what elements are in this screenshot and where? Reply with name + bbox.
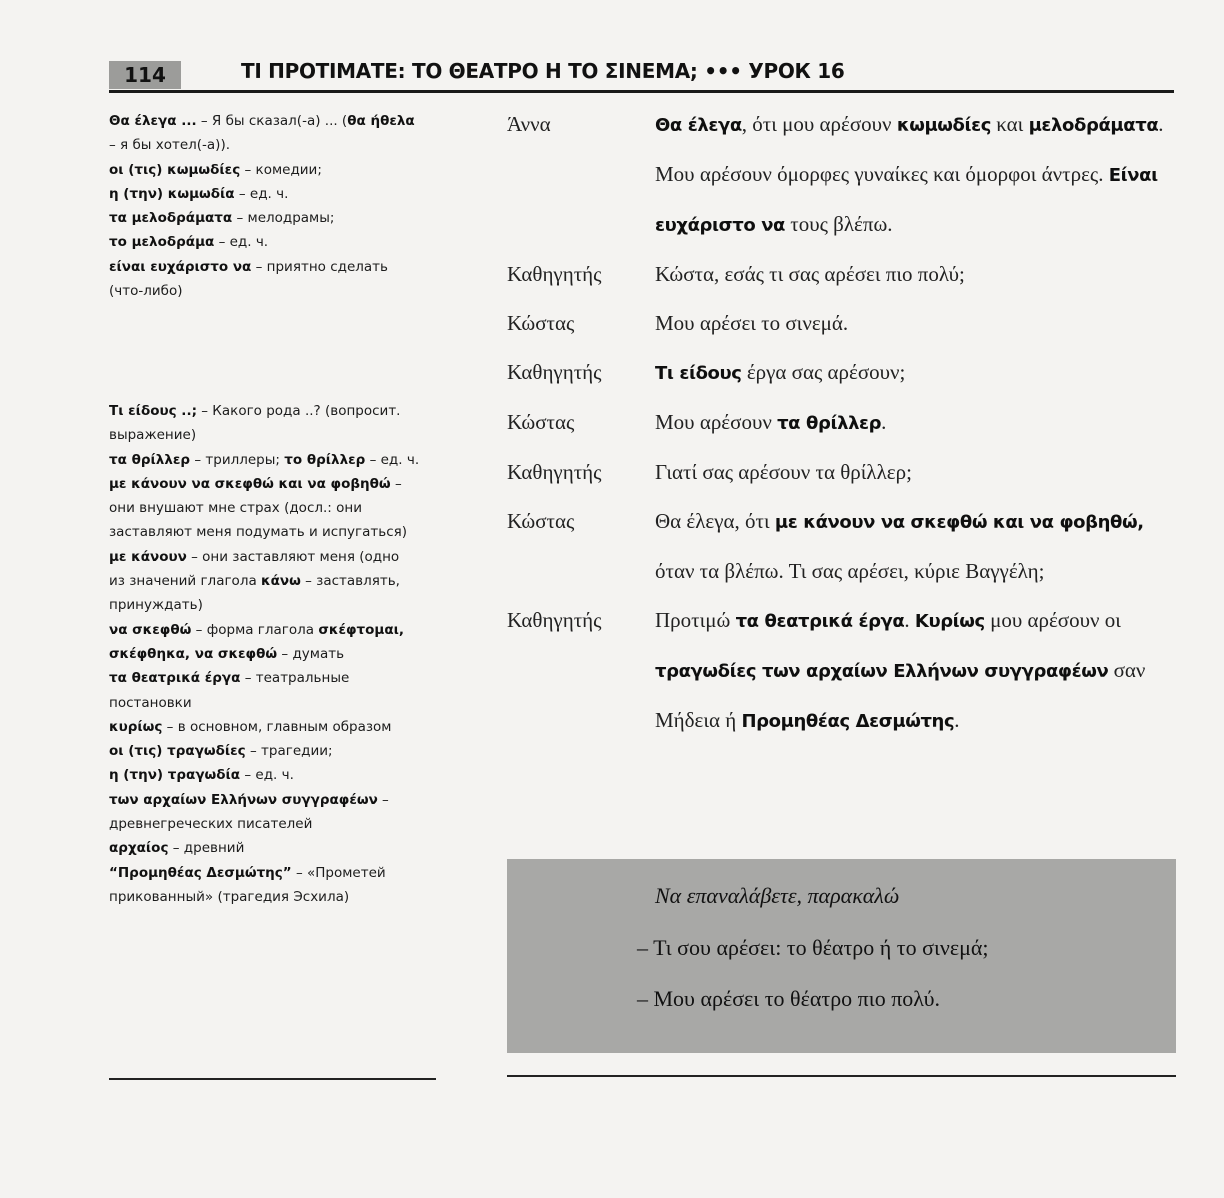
dialog-line-teacher [507,348,1177,398]
dialog-line-teacher [507,596,1177,746]
glossary-line: με κάνουν – они заставляют меня (одно [109,548,400,565]
glossary-line: κυρίως – в основном, главным образом [109,718,392,735]
glossary-line: τα θρίλλερ – триллеры; το θρίλλερ – ед. ч. [109,451,420,468]
speaker-name: Καθηγητής [507,262,602,286]
speaker-name: Κώστας [507,509,575,533]
repeat-line: – Μου αρέσει το θέατρο πιο πολύ. [637,986,940,1011]
footer-rule-left [109,1078,436,1080]
glossary-line: прикованный» (трагедия Эсхила) [109,888,350,905]
repeat-line: – Τι σου αρέσει: το θέατρο ή το σινεμά; [637,935,989,960]
speaker-name: Καθηγητής [507,460,602,484]
speech-text: Μου αρέσουν τα θρίλλερ. [655,410,887,434]
dialog-line-kostas [507,497,1177,596]
footer-rule-right [507,1075,1176,1077]
glossary-line: σκέφθηκα, να σκεφθώ – думать [109,645,345,662]
glossary-line: заставляют меня подумать и испугаться) [109,524,408,541]
speaker-name: Κώστας [507,311,575,335]
running-header-title: ΤΙ ΠΡΟΤΙΜΑΤΕ: ΤΟ ΘΕΑΤΡΟ Η ΤΟ ΣΙΝΕΜΑ; ••• УРОК 16 [241,59,845,83]
glossary-line: η (την) κωμωδία – ед. ч. [109,185,289,202]
page-number: 114 [109,61,181,89]
glossary-line: они внушают мне страх (досл.: они [109,500,362,517]
glossary-line: древнегреческих писателей [109,816,313,833]
glossary-line: “Προμηθέας Δεσμώτης” – «Прометей [109,864,386,881]
glossary-block-top [109,109,449,303]
glossary-line: είναι ευχάριστο να – приятно сделать [109,258,388,275]
dialog-line-teacher [507,250,1177,299]
glossary-line: αρχαίος – древний [109,840,245,857]
dialog [507,100,1177,746]
speech-text: Προτιμώ τα θεατρικά έργα. Κυρίως μου αρέσουν οι τραγωδίες των αρχαίων Ελλήνων συγγραφέων σαν Μήδεια ή Προμηθέας Δεσμώτης. [655,608,1146,732]
speaker-name: Άννα [507,112,551,136]
glossary-line: принуждать) [109,597,203,614]
glossary-line: οι (τις) κωμωδίες – комедии; [109,161,322,178]
glossary-line: Θα έλεγα ... – Я бы сказал(-а) ... (θα ήθελα [109,113,415,129]
glossary-line: το μελοδράμα – ед. ч. [109,234,269,251]
speech-text: Θα έλεγα, ότι μου αρέσουν κωμωδίες και μελοδράματα. Μου αρέσουν όμορφες γυναίκες και όμορφοι άντρες. Είναι ευχάριστο να τους βλέπω. [655,112,1164,236]
glossary-line: οι (τις) τραγωδίες – трагедии; [109,743,333,760]
header-rule [109,90,1174,93]
glossary-line: – я бы хотел(-а)). [109,137,231,154]
speech-text: Θα έλεγα, ότι με κάνουν να σκεφθώ και να φοβηθώ, όταν τα βλέπω. Τι σας αρέσει, κύριε Βαγγέλη; [655,509,1144,583]
glossary-line: με κάνουν να σκεφθώ και να φοβηθώ – [109,475,402,492]
dialog-line-kostas [507,398,1177,448]
speech-text: Κώστα, εσάς τι σας αρέσει πιο πολύ; [655,262,965,286]
dialog-line-kostas [507,299,1177,348]
speaker-name: Καθηγητής [507,608,602,632]
glossary-line: η (την) τραγωδία – ед. ч. [109,767,294,784]
glossary-line: Τι είδους ..; – Какого рода ..? (вопросит. [109,403,401,419]
speech-text: Τι είδους έργα σας αρέσουν; [655,360,906,384]
glossary-line: τα θεατρικά έργα – театральные [109,670,350,687]
speaker-name: Κώστας [507,410,575,434]
glossary-line: выражение) [109,427,197,444]
repeat-title: Να επαναλάβετε, παρακαλώ [655,883,900,908]
speech-text: Γιατί σας αρέσουν τα θρίλλερ; [655,460,912,484]
speaker-name: Καθηγητής [507,360,602,384]
glossary-line: τα μελοδράματα – мелодрамы; [109,210,335,227]
glossary-line: (что-либо) [109,283,183,300]
repeat-exercise-box [507,859,1176,1053]
glossary-line: των αρχαίων Ελλήνων συγγραφέων – [109,791,389,808]
glossary-block-bottom [109,399,449,909]
glossary-line: постановки [109,694,192,711]
dialog-line-anna [507,100,1177,250]
glossary-line: να σκεφθώ – форма глагола σκέφτομαι, [109,621,405,638]
speech-text: Μου αρέσει το σινεμά. [655,311,849,335]
dialog-line-teacher [507,448,1177,497]
glossary-line: из значений глагола κάνω – заставлять, [109,573,400,590]
